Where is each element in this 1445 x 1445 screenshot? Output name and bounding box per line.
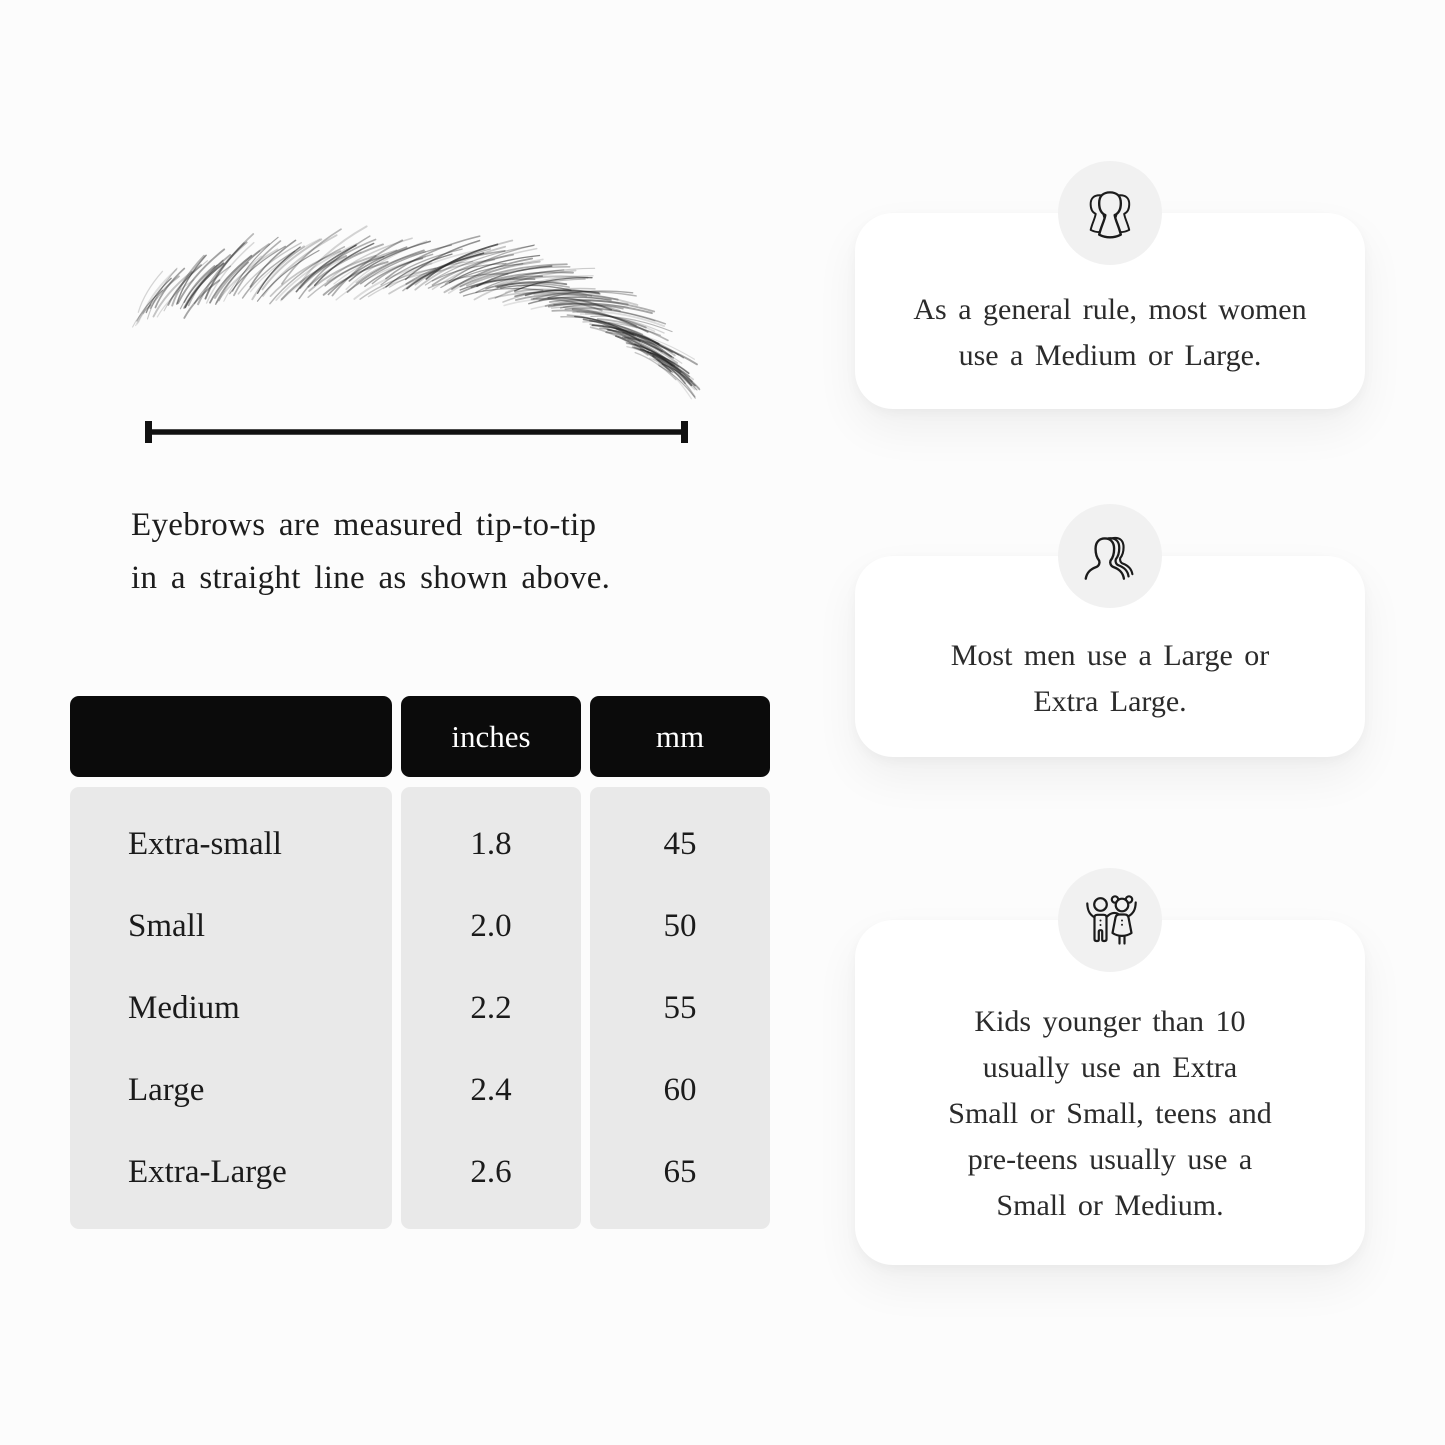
- card-text-line: usually use an Extra: [982, 1051, 1238, 1084]
- column-inches-values: [401, 787, 581, 1229]
- kids-icon: [1078, 890, 1142, 950]
- size-table-header: [70, 696, 770, 777]
- info-card-kids: [855, 920, 1365, 1265]
- men-icon-circle: [1058, 504, 1162, 608]
- eyebrow-illustration: [105, 236, 700, 401]
- table-cell-inches: 1.8: [470, 825, 512, 862]
- caption-line-2: in a straight line as shown above.: [131, 560, 611, 596]
- table-cell-inches: 2.4: [470, 1071, 512, 1108]
- table-cell-mm: 65: [663, 1153, 697, 1190]
- card-text-line: use a Medium or Large.: [958, 339, 1262, 372]
- card-text-line: Most men use a Large or: [950, 639, 1270, 672]
- kids-icon-circle: [1058, 868, 1162, 972]
- measurement-caption: [131, 499, 610, 605]
- table-cell-inches: 2.6: [470, 1153, 512, 1190]
- card-text-kids: [855, 999, 1365, 1229]
- caption-line-1: Eyebrows are measured tip-to-tip: [131, 507, 597, 543]
- card-text-line: Kids younger than 10: [974, 1005, 1246, 1038]
- table-cell-label: Small: [128, 907, 206, 944]
- table-cell-inches: 2.0: [470, 907, 512, 944]
- size-table-body: [70, 787, 770, 1229]
- header-cell-inches: inches: [401, 696, 581, 777]
- table-cell-mm: 60: [663, 1071, 697, 1108]
- card-text-men: [855, 633, 1365, 725]
- table-cell-label: Extra-small: [128, 825, 282, 862]
- women-group-icon: [1077, 182, 1143, 244]
- card-text-line: As a general rule, most women: [913, 293, 1307, 326]
- table-cell-label: Large: [128, 1071, 205, 1108]
- column-mm-values: [590, 787, 770, 1229]
- table-cell-mm: 55: [663, 989, 697, 1026]
- header-cell-size: [70, 696, 392, 777]
- card-text-line: Small or Small, teens and: [948, 1097, 1272, 1130]
- table-cell-label: Medium: [128, 989, 240, 1026]
- column-size-labels: [70, 787, 392, 1229]
- card-text-line: Small or Medium.: [996, 1189, 1224, 1222]
- header-cell-mm: mm: [590, 696, 770, 777]
- table-cell-label: Extra-Large: [128, 1153, 287, 1190]
- card-text-line: pre-teens usually use a: [967, 1143, 1253, 1176]
- info-card-men: [855, 556, 1365, 757]
- table-cell-mm: 50: [663, 907, 697, 944]
- women-icon-circle: [1058, 161, 1162, 265]
- table-cell-mm: 45: [663, 825, 697, 862]
- size-table: [70, 696, 770, 1229]
- men-group-icon: [1077, 527, 1143, 585]
- card-text-line: Extra Large.: [1033, 685, 1187, 718]
- measurement-line: [144, 419, 689, 445]
- table-cell-inches: 2.2: [470, 989, 512, 1026]
- card-text-women: [855, 287, 1365, 379]
- info-card-women: [855, 213, 1365, 409]
